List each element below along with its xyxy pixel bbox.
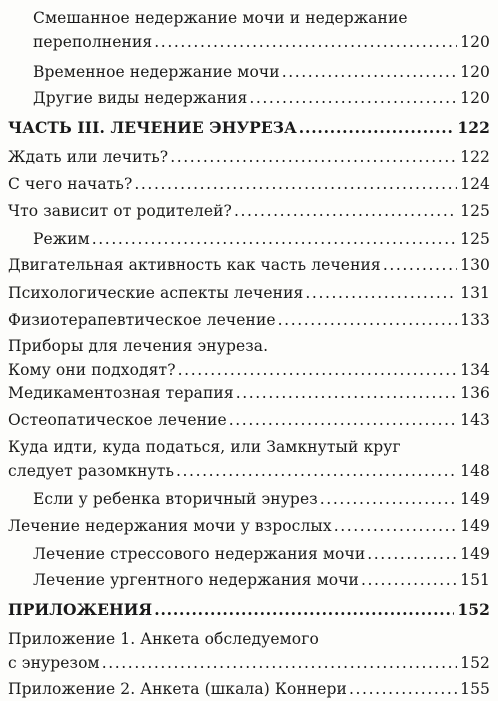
toc-entry-title: ЧАСТЬ III. ЛЕЧЕНИЕ ЭНУРЕЗА (8, 118, 297, 137)
toc-page-number: 149 (460, 517, 490, 535)
toc-entry[interactable] (0, 172, 498, 196)
toc-leader-dots (102, 651, 457, 675)
toc-entry-title: Ждать или лечить? (8, 148, 169, 166)
toc-page-number: 125 (460, 202, 490, 220)
toc-leader-dots (234, 199, 457, 223)
toc-entry-title: Приборы для лечения энуреза. (8, 337, 269, 355)
toc-entry[interactable] (0, 627, 498, 675)
toc-entry-title: следует разомкнуть (8, 462, 174, 480)
toc-leader-dots (236, 381, 457, 405)
toc-entry[interactable] (0, 116, 498, 140)
toc-page-number: 120 (460, 89, 490, 107)
toc-page-number: 143 (460, 411, 490, 429)
toc-leader-dots (305, 281, 457, 305)
toc-page-number: 120 (460, 33, 490, 51)
toc-page-number: 124 (460, 175, 490, 193)
toc-page-number: 152 (457, 600, 490, 619)
toc-entry-title: с энурезом (8, 654, 100, 672)
toc-entry[interactable] (0, 677, 498, 701)
toc-entry[interactable] (0, 60, 498, 84)
toc-entry-title: С чего начать? (8, 175, 133, 193)
toc-entry[interactable] (0, 568, 498, 592)
toc-entry[interactable] (0, 199, 498, 223)
toc-page-number: 125 (460, 230, 490, 248)
toc-entry[interactable] (0, 487, 498, 511)
toc-entry[interactable] (0, 6, 498, 54)
toc-entry-title: Остеопатическое лечение (8, 411, 227, 429)
toc-entry-title: Другие виды недержания (33, 89, 248, 107)
toc-page-number: 148 (460, 462, 490, 480)
toc-entry-title: Кому они подходят? (8, 361, 176, 379)
toc-leader-dots (154, 30, 457, 54)
toc-leader-dots (178, 358, 457, 382)
toc-page-number: 120 (460, 63, 490, 81)
toc-entry-title: Физиотерапевтическое лечение (8, 311, 276, 329)
toc-entry-title: Смешанное недержание мочи и недержание (33, 9, 408, 27)
toc-leader-dots (299, 116, 455, 140)
toc-entry-title: Лечение стрессового недержания мочи (33, 545, 366, 563)
toc-leader-dots (134, 172, 457, 196)
toc-leader-dots (383, 253, 457, 277)
toc-entry-title: Лечение недержания мочи у взрослых (8, 517, 332, 535)
toc-entry-title: Двигательная активность как часть лечения (8, 256, 381, 274)
toc-leader-dots (176, 459, 457, 483)
toc-entry-title: Куда идти, куда податься, или Замкнутый круг (8, 438, 401, 456)
toc-entry[interactable] (0, 408, 498, 432)
toc-entry-title: Приложение 1. Анкета обследуемого (8, 630, 319, 648)
toc-page-number: 122 (460, 148, 490, 166)
toc-entry-title: Приложение 2. Анкета (шкала) Коннери (8, 680, 347, 698)
toc-leader-dots (92, 227, 457, 251)
toc-entry-title: переполнения (33, 33, 153, 51)
toc-leader-dots (334, 514, 457, 538)
toc-page-number: 131 (460, 284, 490, 302)
toc-entry-title: Если у ребенка вторичный энурез (33, 490, 318, 508)
toc-entry-title: Временное недержание мочи (33, 63, 280, 81)
toc-entry[interactable] (0, 334, 498, 382)
toc-page-number: 130 (460, 256, 490, 274)
toc-entry[interactable] (0, 381, 498, 405)
toc-entry[interactable] (0, 253, 498, 277)
toc-entry[interactable] (0, 227, 498, 251)
toc-entry[interactable] (0, 308, 498, 332)
toc-page-number: 151 (460, 571, 490, 589)
toc-entry[interactable] (0, 542, 498, 566)
toc-leader-dots (249, 86, 457, 110)
toc-page-number: 152 (460, 654, 490, 672)
toc-entry-title: Лечение ургентного недержания мочи (33, 571, 359, 589)
toc-entry[interactable] (0, 86, 498, 110)
toc-entry[interactable] (0, 281, 498, 305)
toc-leader-dots (278, 308, 457, 332)
toc-entry-title: Что зависит от родителей? (8, 202, 232, 220)
toc-entry-title: ПРИЛОЖЕНИЯ (8, 600, 153, 619)
toc-page-number: 136 (460, 384, 490, 402)
toc-entry[interactable] (0, 598, 498, 622)
toc-entry-title: Психологические аспекты лечения (8, 284, 304, 302)
toc-leader-dots (367, 542, 457, 566)
toc-leader-dots (282, 60, 457, 84)
toc-leader-dots (361, 568, 457, 592)
toc-page-number: 149 (460, 490, 490, 508)
toc-page-number: 133 (460, 311, 490, 329)
toc-leader-dots (170, 145, 457, 169)
toc-entry[interactable] (0, 514, 498, 538)
toc-entry[interactable] (0, 145, 498, 169)
toc-page-number: 122 (457, 118, 490, 137)
toc-page-number: 155 (460, 680, 490, 698)
toc-entry[interactable] (0, 435, 498, 483)
toc-leader-dots (320, 487, 457, 511)
toc-entry-title: Режим (33, 230, 90, 248)
toc-page-number: 134 (460, 361, 490, 379)
toc-page-number: 149 (460, 545, 490, 563)
toc-leader-dots (349, 677, 457, 701)
toc-leader-dots (154, 598, 454, 622)
toc-entry-title: Медикаментозная терапия (8, 384, 234, 402)
toc-leader-dots (229, 408, 457, 432)
